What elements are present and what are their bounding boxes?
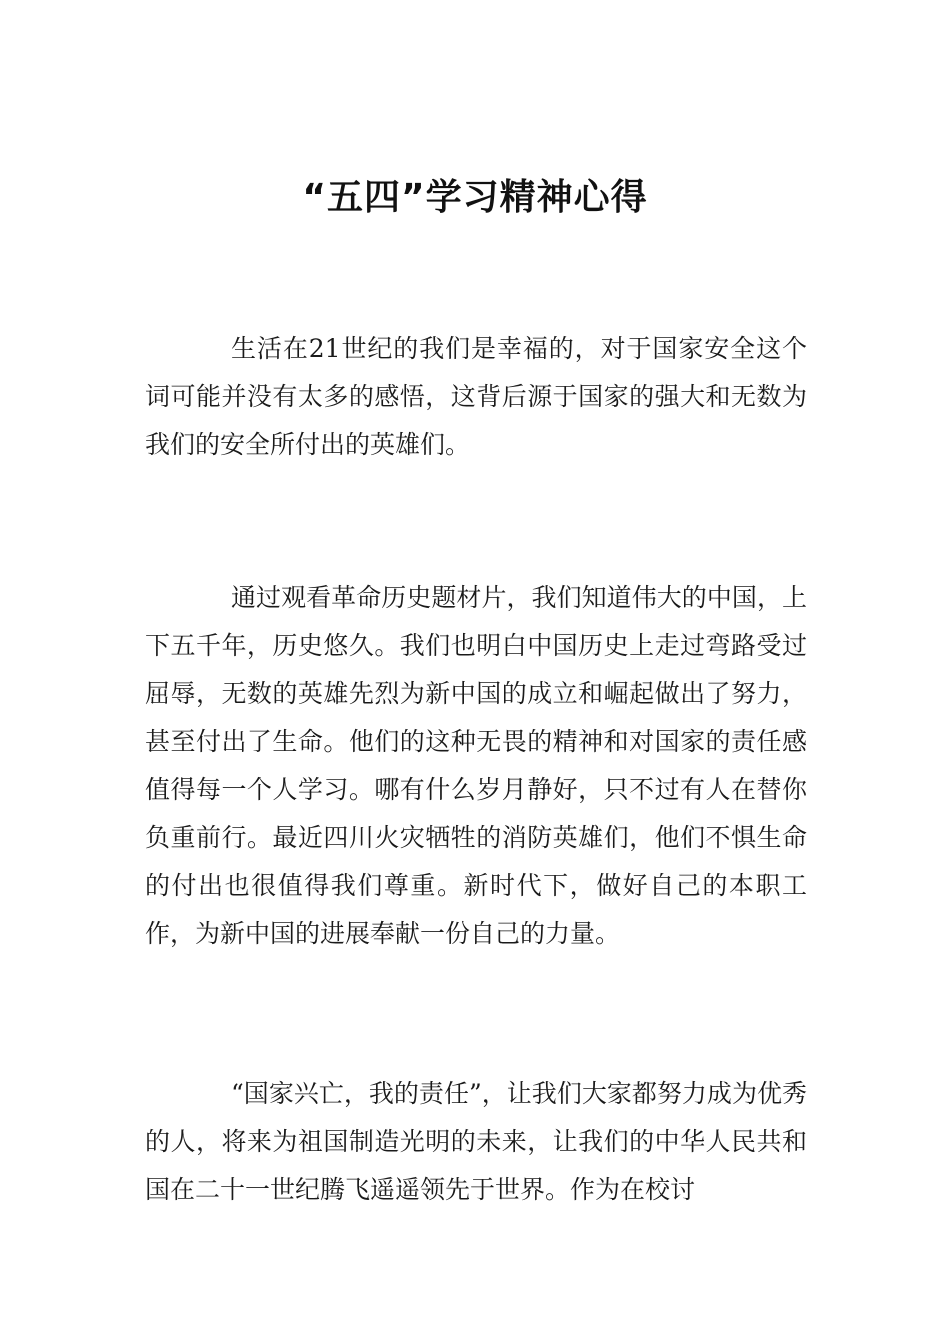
paragraph-2: 通过观看革命历史题材片，我们知道伟大的中国，上下五千年，历史悠久。我们也明白中国历史上走过弯路受过屈辱，无数的英雄先烈为新中国的成立和崛起做出了努力，甚至付出了生命。他们的这种无畏的精神和对国家的责任感值得每一个人学习。哪有什么岁月静好，只不过有人在替你负重前行。最近四川火灾牺牲的消防英雄们，他们不惧生命的付出也很值得我们尊重。新时代下，做好自己的本职工作，为新中国的进展奉献一份自己的力量。	[145, 583, 807, 948]
paragraph-1: 生活在21世纪的我们是幸福的，对于国家安全这个词可能并没有太多的感悟，这背后源于国家的强大和无数为我们的安全所付出的英雄们。	[145, 334, 807, 459]
paragraph-3: “国家兴亡，我的责任”，让我们大家都努力成为优秀的人，将来为祖国制造光明的未来，让我们的中华人民共和国在二十一世纪腾飞遥遥领先于世界。作为在校讨	[145, 1079, 807, 1204]
document-title: “五四”学习精神心得	[302, 177, 648, 218]
